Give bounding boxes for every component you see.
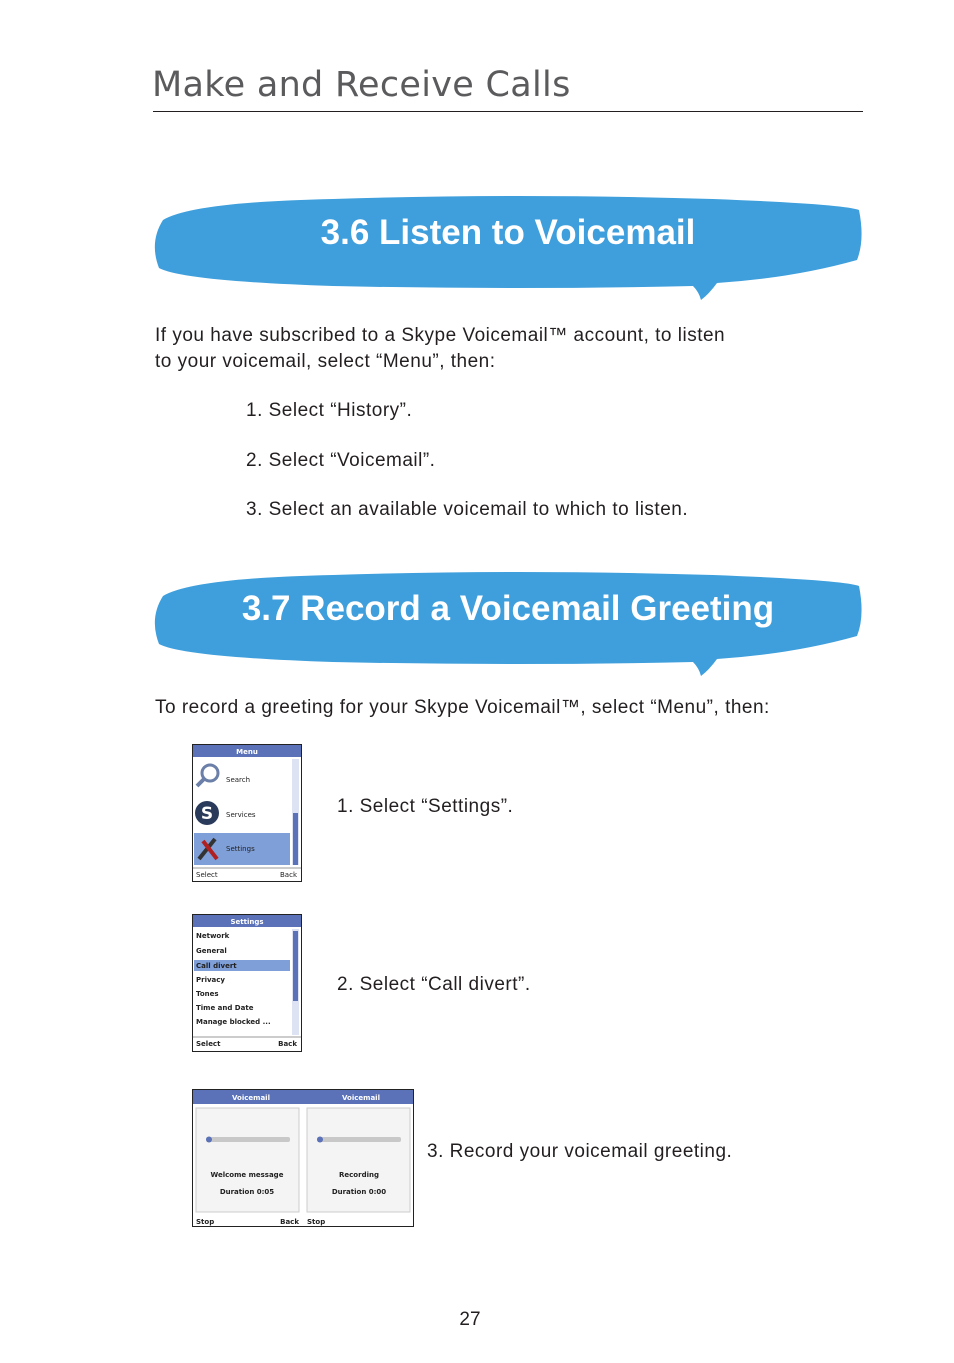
intro-text: If you have subscribed to a Skype Voicemail™ account, to listen xyxy=(155,325,726,346)
intro-text: to your voicemail, select “Menu”, then: xyxy=(155,351,496,372)
progress-bar xyxy=(206,1137,290,1143)
phone-screenshot-settings xyxy=(192,914,302,1052)
phone-screenshot-menu xyxy=(192,744,302,882)
voicemail-duration: Duration 0:00 xyxy=(331,1188,387,1196)
settings-item-label: Privacy xyxy=(196,976,225,984)
right-softkey: Back xyxy=(278,1040,297,1048)
list-item: 3. Select an available voicemail to which to listen. xyxy=(246,499,689,520)
list-item: 2. Select “Call divert”. xyxy=(337,974,531,995)
intro-text: To record a greeting for your Skype Voicemail™, select “Menu”, then: xyxy=(155,697,770,718)
screen-title: Menu xyxy=(236,748,258,756)
list-item: 2. Select “Voicemail”. xyxy=(246,450,436,471)
settings-item-label: Tones xyxy=(196,990,219,998)
settings-item-label: General xyxy=(196,947,227,955)
title-divider xyxy=(153,111,863,112)
phone-screenshot-voicemail xyxy=(192,1089,414,1227)
svg-text:S: S xyxy=(200,804,214,824)
left-softkey: Select xyxy=(196,1040,221,1048)
menu-item-label: Settings xyxy=(226,845,255,853)
settings-item-label: Time and Date xyxy=(196,1004,254,1012)
voicemail-line: Welcome message xyxy=(210,1171,284,1179)
left-softkey: Select xyxy=(196,871,218,879)
voicemail-line: Recording xyxy=(339,1171,379,1179)
settings-item-label: Call divert xyxy=(196,962,237,970)
list-item: 1. Select “History”. xyxy=(246,400,413,421)
list-item: 3. Record your voicemail greeting. xyxy=(427,1141,733,1162)
list-item: 1. Select “Settings”. xyxy=(337,796,514,817)
left-softkey: Stop xyxy=(307,1218,326,1226)
skype-logo-icon xyxy=(195,801,219,825)
settings-item-label: Manage blocked ... xyxy=(196,1018,271,1026)
screen-title: Voicemail xyxy=(342,1094,380,1102)
section-heading-bubble xyxy=(153,190,863,300)
progress-bar xyxy=(317,1137,401,1143)
settings-item-label: Network xyxy=(196,932,230,940)
right-softkey: Back xyxy=(280,1218,299,1226)
menu-item-label: Search xyxy=(226,776,251,784)
voicemail-duration: Duration 0:05 xyxy=(219,1188,275,1196)
section-heading: 3.6 Listen to Voicemail xyxy=(320,213,696,252)
screen-title: Voicemail xyxy=(232,1094,270,1102)
page-title: Make and Receive Calls xyxy=(152,65,571,105)
page-number: 27 xyxy=(459,1309,481,1330)
right-softkey: Back xyxy=(280,871,297,879)
section-heading: 3.7 Record a Voicemail Greeting xyxy=(241,589,775,628)
search-icon xyxy=(197,765,218,786)
screen-title: Settings xyxy=(230,918,264,926)
section-heading-bubble xyxy=(153,566,863,676)
menu-item-label: Services xyxy=(226,811,256,819)
left-softkey: Stop xyxy=(196,1218,215,1226)
